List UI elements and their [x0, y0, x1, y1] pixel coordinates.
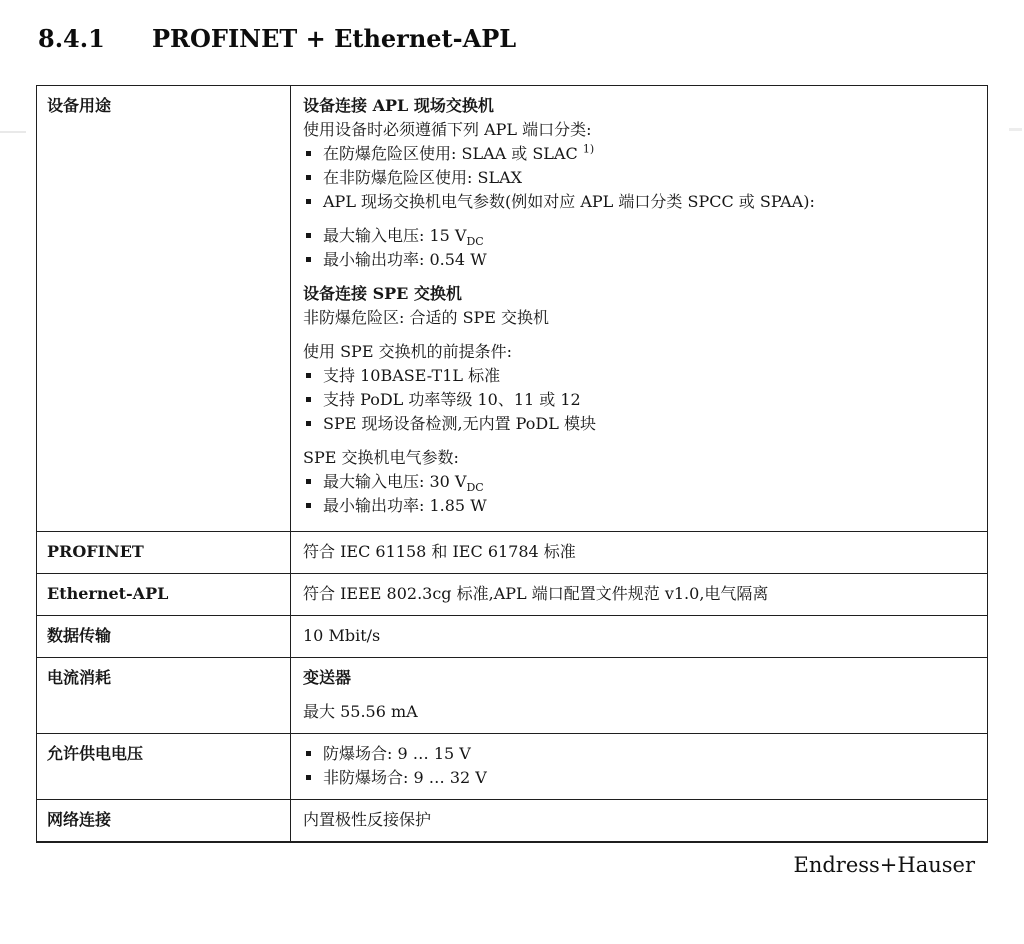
row-label: 数据传输: [37, 616, 291, 657]
square-bullet-icon: [306, 175, 311, 180]
text-run: APL 现场交换机电气参数(例如对应 APL 端口分类 SPCC 或 SPAA):: [323, 192, 815, 211]
row-content: [291, 86, 987, 531]
square-bullet-icon: [306, 199, 311, 204]
square-bullet-icon: [306, 503, 311, 508]
bullet-line: [303, 248, 973, 272]
bullet-line: [303, 388, 973, 412]
row-label: Ethernet-APL: [37, 574, 291, 615]
content-line: [303, 808, 973, 832]
text-run: 符合 IEEE 802.3cg 标准,APL 端口配置文件规范 v1.0,电气隔离: [303, 584, 769, 603]
text-run: 使用设备时必须遵循下列 APL 端口分类:: [303, 120, 592, 139]
content-line: [303, 340, 973, 364]
row-content: [291, 800, 987, 841]
section-number: 8.4.1: [38, 24, 105, 53]
text-run: 非防爆场合: 9 … 32 V: [323, 768, 487, 787]
section-heading: [38, 24, 516, 53]
text-run: 支持 PoDL 功率等级 10、11 或 12: [323, 390, 581, 409]
content-line: [303, 118, 973, 142]
content-line: [303, 446, 973, 470]
square-bullet-icon: [306, 233, 311, 238]
content-line: [303, 624, 973, 648]
table-row: [37, 733, 987, 799]
scan-edge-mark-left: [0, 131, 26, 133]
square-bullet-icon: [306, 775, 311, 780]
text-run: 支持 10BASE-T1L 标准: [323, 366, 501, 385]
text-run: 10 Mbit/s: [303, 626, 381, 645]
bullet-line: [303, 470, 973, 494]
footnote-ref: 1): [582, 142, 595, 156]
subscript-text: DC: [466, 481, 484, 495]
row-content: [291, 532, 987, 573]
content-line: [303, 582, 973, 606]
content-line: [303, 700, 973, 724]
square-bullet-icon: [306, 479, 311, 484]
text-run: 最大 55.56 mA: [303, 702, 418, 721]
square-bullet-icon: [306, 151, 311, 156]
text-run: 在防爆危险区使用: SLAA 或 SLAC: [323, 144, 583, 163]
content-heading: [303, 282, 973, 306]
text-run: 变送器: [303, 668, 352, 687]
row-label: 网络连接: [37, 800, 291, 841]
row-content: [291, 658, 987, 733]
bullet-line: [303, 742, 973, 766]
row-content: [291, 574, 987, 615]
content-heading: [303, 666, 973, 690]
bullet-line: [303, 190, 973, 214]
row-label: 允许供电电压: [37, 734, 291, 799]
table-row: [37, 657, 987, 733]
spec-table: [36, 85, 988, 843]
text-run: 使用 SPE 交换机的前提条件:: [303, 342, 512, 361]
page-title: PROFINET + Ethernet-APL: [152, 24, 517, 53]
square-bullet-icon: [306, 751, 311, 756]
bullet-line: [303, 766, 973, 790]
table-row: [37, 86, 987, 531]
text-run: SPE 交换机电气参数:: [303, 448, 459, 467]
text-run: 最小输出功率: 1.85 W: [323, 496, 487, 515]
text-run: SPE 现场设备检测,无内置 PoDL 模块: [323, 414, 596, 433]
footer-brand: Endress+Hauser: [793, 853, 975, 877]
table-row: [37, 531, 987, 573]
row-label: 电流消耗: [37, 658, 291, 733]
bullet-line: [303, 166, 973, 190]
text-run: 在非防爆危险区使用: SLAX: [323, 168, 523, 187]
content-heading: [303, 94, 973, 118]
text-run: 非防爆危险区: 合适的 SPE 交换机: [303, 308, 550, 327]
text-run: 防爆场合: 9 … 15 V: [323, 744, 471, 763]
text-run: 最小输出功率: 0.54 W: [323, 250, 487, 269]
row-content: [291, 616, 987, 657]
bullet-line: [303, 412, 973, 436]
scan-edge-mark-right: [1009, 128, 1022, 131]
subscript-text: DC: [466, 235, 484, 249]
text-run: 内置极性反接保护: [303, 810, 432, 829]
square-bullet-icon: [306, 397, 311, 402]
square-bullet-icon: [306, 257, 311, 262]
square-bullet-icon: [306, 373, 311, 378]
bullet-line: [303, 494, 973, 518]
table-row: [37, 573, 987, 615]
row-label: 设备用途: [37, 86, 291, 531]
bullet-line: [303, 224, 973, 248]
row-label: PROFINET: [37, 532, 291, 573]
row-content: [291, 734, 987, 799]
square-bullet-icon: [306, 421, 311, 426]
content-line: [303, 540, 973, 564]
bullet-line: [303, 364, 973, 388]
bullet-line: [303, 142, 973, 166]
text-run: 符合 IEC 61158 和 IEC 61784 标准: [303, 542, 576, 561]
text-run: 最大输入电压: 30 V: [323, 472, 467, 491]
table-row: [37, 615, 987, 657]
text-run: 设备连接 APL 现场交换机: [303, 96, 494, 115]
content-line: [303, 306, 973, 330]
text-run: 设备连接 SPE 交换机: [303, 284, 462, 303]
text-run: 最大输入电压: 15 V: [323, 226, 467, 245]
table-row: [37, 799, 987, 841]
